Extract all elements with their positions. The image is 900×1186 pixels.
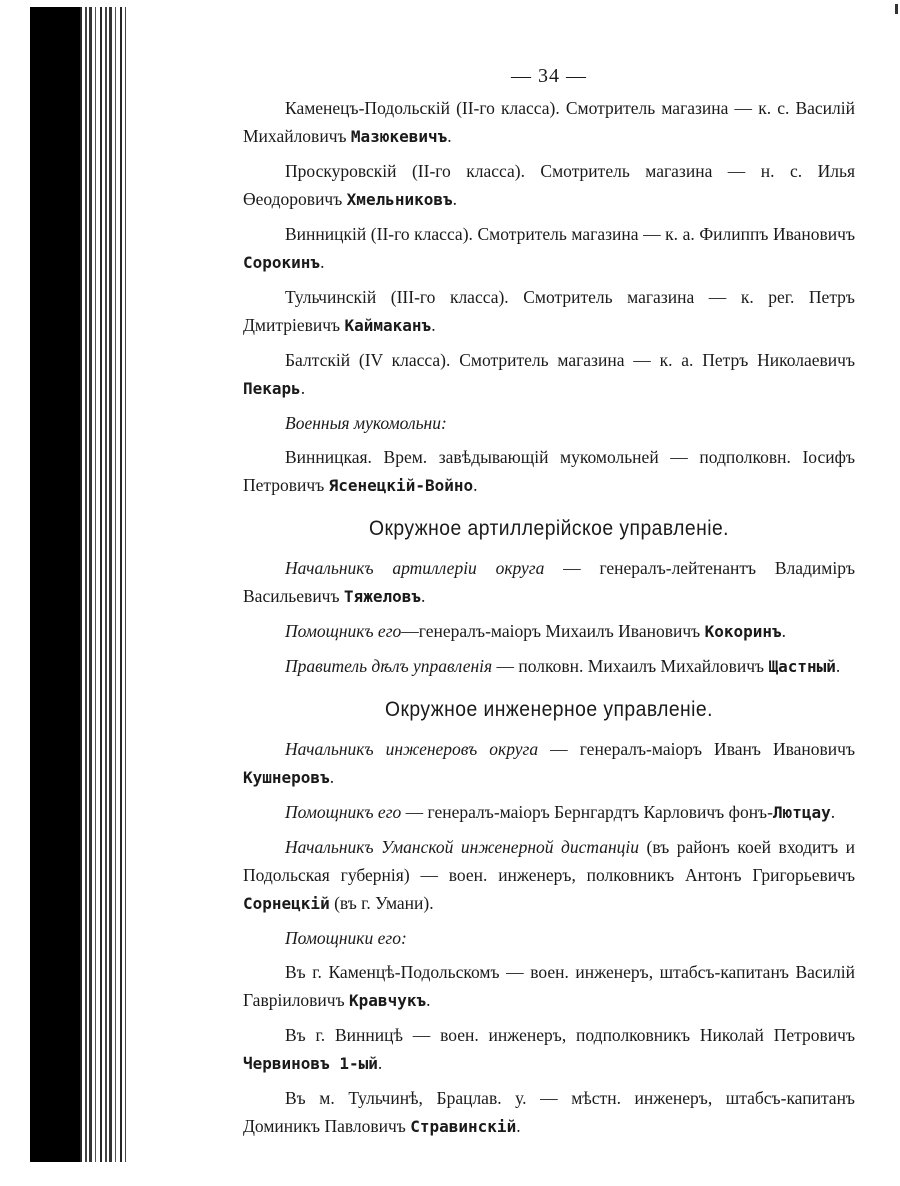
text-run: — генералъ-маіоръ Иванъ Ивановичъ: [538, 739, 855, 759]
surname: Пекарь: [243, 379, 301, 398]
scan-corner-mark: [895, 4, 898, 14]
text-run: .: [420, 586, 426, 606]
italic-label: Помощники его:: [285, 928, 407, 948]
page-content: [243, 94, 855, 1141]
text-run: .: [452, 189, 458, 209]
text-run: .: [329, 767, 335, 787]
section-heading: Окружное артиллерійское управленіе.: [369, 517, 729, 540]
surname: Кушнеровъ: [243, 768, 330, 787]
paragraph: [243, 443, 855, 500]
paragraph: [243, 1084, 855, 1141]
paragraph: [243, 94, 855, 151]
text-run: .: [473, 475, 478, 495]
italic-label: Помощникъ его: [285, 621, 402, 641]
paragraph: [243, 735, 855, 792]
section: [243, 695, 855, 1141]
text-run: Тульчинскій (III-го класса). Смотритель магазина — к. рег. Петръ Дмитріевичъ: [243, 287, 855, 335]
document-page: [243, 60, 855, 1141]
surname: Сорнецкій: [243, 894, 330, 913]
page-number: — 34 —: [511, 65, 587, 87]
paragraph: [243, 220, 855, 277]
paragraph: [243, 924, 855, 952]
text-run: Въ м. Тульчинѣ, Брацлав. у. — мѣстн. инженеръ, штабсъ-капитанъ Доминикъ Павловичъ: [243, 1088, 855, 1136]
text-run: — полковн. Михаилъ Михайловичъ: [492, 656, 769, 676]
text-run: (въ районъ коей входитъ и Подольская губернія) — воен. инженеръ, полковникъ Антонъ Григорьевичъ: [243, 837, 855, 885]
text-run: Винницкій (II-го класса). Смотритель магазина — к. а. Филиппъ Ивановичъ: [285, 224, 855, 244]
text-run: .: [300, 378, 306, 398]
surname: Кокоринъ: [704, 622, 782, 641]
surname: Тяжеловъ: [343, 587, 421, 606]
paragraph: [243, 283, 855, 340]
section: [243, 514, 855, 681]
binding-streaks: [80, 7, 126, 1162]
text-run: — генералъ-лейтенантъ Владиміръ Васильевичъ: [243, 558, 855, 606]
italic-label: Начальникъ инженеровъ округа: [285, 739, 539, 759]
surname: Мазюкевичъ: [350, 127, 448, 146]
italic-label: Правитель дѣлъ управленія: [285, 656, 493, 676]
surname: Сорокинъ: [243, 253, 321, 272]
italic-label: Военныя мукомольни:: [285, 413, 447, 433]
surname: Хмельниковъ: [346, 190, 453, 209]
text-run: — генералъ-маіоръ Бернгардтъ Карловичъ фонъ-: [401, 802, 773, 822]
text-run: .: [426, 990, 431, 1010]
text-run: .: [835, 656, 841, 676]
paragraph: [243, 798, 855, 827]
text-run: (въ г. Умани).: [329, 893, 434, 913]
surname: Кравчукъ: [349, 991, 427, 1010]
paragraph: [243, 617, 855, 646]
paragraph: [243, 554, 855, 611]
text-run: —генералъ-маіоръ Михаилъ Ивановичъ: [401, 621, 705, 641]
paragraph: [243, 958, 855, 1015]
surname: Лютцау: [772, 803, 831, 822]
text-run: .: [320, 252, 325, 272]
text-run: Балтскій (IV класса). Смотритель магазина — к. а. Петръ Николаевичъ: [285, 350, 855, 370]
paragraph: [243, 1021, 855, 1078]
text-run: Каменецъ-Подольскій (II-го класса). Смотритель магазина — к. с. Василій Михайловичъ: [243, 98, 855, 146]
text-run: .: [431, 315, 436, 335]
section: [243, 94, 855, 500]
text-run: Проскуровскій (II-го класса). Смотритель магазина — н. с. Илья Өеодоровичъ: [243, 161, 855, 209]
italic-label: Помощникъ его: [285, 802, 402, 822]
surname: Червиновъ 1-ый: [243, 1054, 378, 1073]
paragraph: [243, 652, 855, 681]
italic-label: Начальникъ артиллеріи округа: [285, 558, 545, 578]
surname: Ясенецкій-Войно: [328, 476, 474, 495]
paragraph: [243, 409, 855, 437]
book-binding-shadow: [30, 7, 80, 1162]
text-run: .: [781, 621, 786, 641]
text-run: .: [516, 1116, 521, 1136]
surname: Каймаканъ: [344, 316, 432, 335]
text-run: Въ г. Каменцѣ-Подольскомъ — воен. инженеръ, штабсъ-капитанъ Василій Гавріиловичъ: [243, 962, 855, 1010]
paragraph: [243, 833, 855, 918]
paragraph: [243, 346, 855, 403]
text-run: .: [447, 126, 452, 146]
text-run: Въ г. Винницѣ — воен. инженеръ, подполковникъ Николай Петровичъ: [285, 1025, 855, 1045]
text-run: .: [377, 1053, 383, 1073]
surname: Щастный: [768, 657, 836, 676]
paragraph: [243, 157, 855, 214]
text-run: .: [830, 802, 836, 822]
italic-label: Начальникъ Уманской инженерной дистанціи: [285, 837, 640, 857]
surname: Стравинскій: [410, 1117, 517, 1136]
text-run: Винницкая. Врем. завѣдывающій мукомольней — подполковн. Іосифъ Петровичъ: [243, 447, 855, 495]
section-heading: Окружное инженерное управленіе.: [385, 698, 713, 721]
